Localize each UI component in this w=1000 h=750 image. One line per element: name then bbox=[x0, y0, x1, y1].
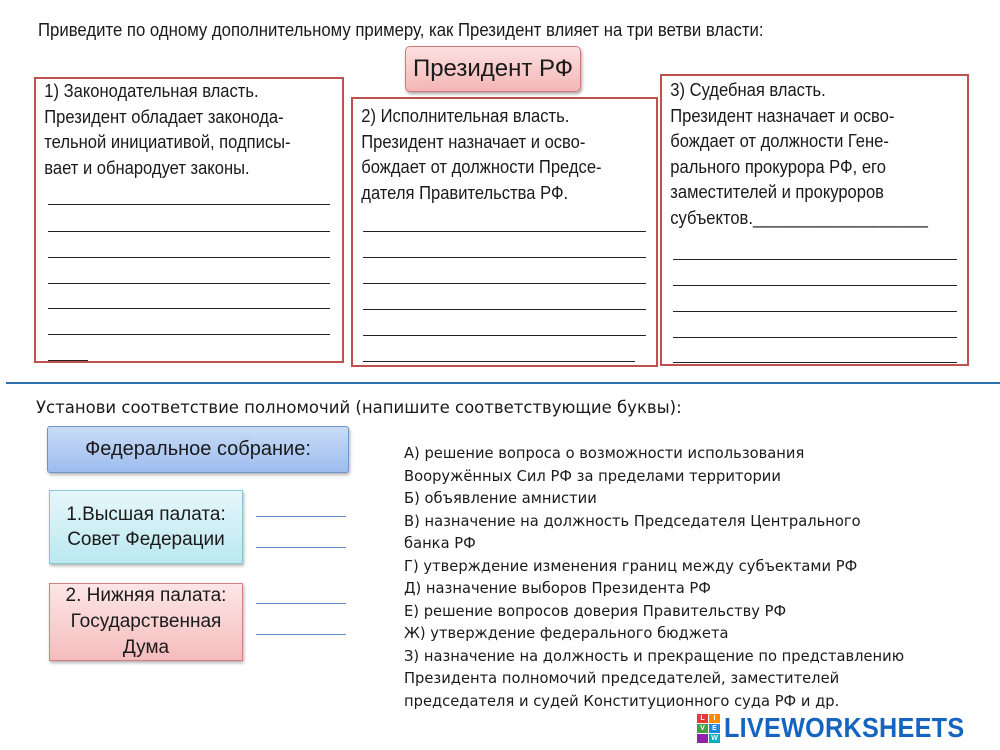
lower-house-line-1: 2. Нижняя палата: bbox=[65, 585, 227, 606]
judicial-branch-box bbox=[660, 74, 969, 366]
option-line: Ж) утверждение федерального бюджета bbox=[404, 624, 729, 642]
lower-house-answer-2[interactable] bbox=[256, 634, 346, 635]
legislative-branch-text: 1) Законодательная власть. Президент обладает законода- тельной инициативой, подписы- вает и обнародует законы. bbox=[44, 81, 291, 178]
logo-square: W bbox=[709, 734, 720, 743]
option-line: банка РФ bbox=[404, 534, 476, 552]
options-list bbox=[404, 442, 904, 712]
section-divider bbox=[6, 382, 1000, 384]
president-label: Президент РФ bbox=[405, 46, 581, 92]
logo-square: I bbox=[709, 714, 720, 723]
lower-house-box bbox=[49, 583, 243, 661]
instruction-text: Приведите по одному дополнительному примеру, как Президент влияет на три ветви власти: bbox=[38, 20, 764, 40]
upper-house-line-1: 1.Высшая палата: bbox=[66, 504, 226, 525]
federal-assembly-label: Федеральное собрание: bbox=[47, 426, 349, 473]
logo-square: L bbox=[697, 714, 708, 723]
option-line: председателя и судей Конституционного суда РФ и др. bbox=[404, 691, 840, 710]
legislative-branch-box bbox=[34, 77, 344, 363]
liveworksheets-logo bbox=[697, 713, 991, 743]
option-line: Е) решение вопросов доверия Правительству РФ bbox=[404, 601, 787, 620]
option-line: З) назначение на должность и прекращение по представлению bbox=[404, 646, 905, 665]
logo-square: E bbox=[709, 724, 720, 733]
upper-house-line-2: Совет Федерации bbox=[67, 529, 225, 550]
logo-text: LIVEWORKSHEETS bbox=[724, 712, 965, 743]
option-line: Г) утверждение изменения границ между субъектами РФ bbox=[404, 556, 858, 575]
option-line: А) решение вопроса о возможности использования bbox=[404, 444, 805, 462]
logo-squares-icon bbox=[697, 714, 720, 743]
upper-house-answer-1[interactable] bbox=[256, 516, 346, 517]
upper-house-box bbox=[49, 490, 243, 564]
upper-house-answer-2[interactable] bbox=[256, 547, 346, 548]
lower-house-line-2: Государственная bbox=[70, 611, 222, 632]
task-text: Установи соответствие полномочий (напишите соответствующие буквы): bbox=[36, 398, 682, 418]
option-line: Д) назначение выборов Президента РФ bbox=[404, 579, 711, 597]
option-line: В) назначение на должность Председателя Центрального bbox=[404, 511, 861, 530]
logo-square: V bbox=[697, 724, 708, 733]
option-line: Вооружённых Сил РФ за пределами территории bbox=[404, 466, 781, 485]
option-line: Президента полномочий председателей, заместителей bbox=[404, 669, 840, 687]
option-line: Б) объявление амнистии bbox=[404, 489, 597, 507]
logo-square bbox=[697, 734, 708, 743]
lower-house-answer-1[interactable] bbox=[256, 603, 346, 604]
executive-branch-box bbox=[351, 97, 658, 367]
executive-branch-text: 2) Исполнительная власть. Президент назначает и осво- бождает от должности Предсе- дателя Правительства РФ. bbox=[361, 106, 602, 203]
judicial-branch-text: 3) Судебная власть. Президент назначает и осво- бождает от должности Гене- рального прокурора РФ, его заместителей и прокуроров субъектов.___________________ bbox=[670, 80, 928, 228]
lower-house-line-3: Дума bbox=[122, 637, 170, 658]
